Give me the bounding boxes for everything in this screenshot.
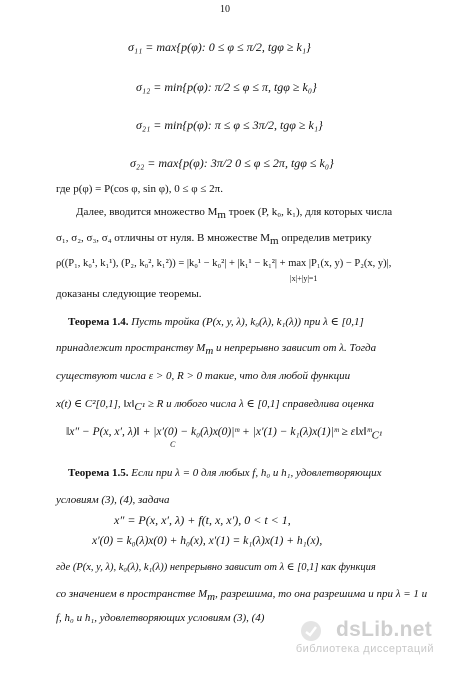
theorem-1-5-line-2: условиям (3), (4), задача — [56, 494, 170, 506]
theorem-1-5-line-3: где (P(x, y, λ), k₀(λ), k₁(λ)) непрерывно зависит от λ ∈ [0,1] как функция — [56, 562, 376, 573]
theorem-1-4-text-4b: ≥ R и любого числа λ ∈ [0,1] справедлива оценка — [145, 398, 374, 410]
intro-sub-2: m — [270, 235, 279, 248]
where-line: где p(φ) = P(cos φ, sin φ), 0 ≤ φ ≤ 2π. — [56, 183, 223, 195]
theorem-1-4-line-1 — [68, 315, 364, 328]
theorem-1-4-sub-2: m — [205, 345, 214, 358]
equation-sigma22: σ₂₂ = max{p(φ): 3π/2 0 ≤ φ ≤ 2π, tgφ ≤ k₀} — [130, 156, 334, 170]
estimate-sub-c1: C¹ — [371, 429, 383, 442]
intro-line-2 — [56, 232, 372, 247]
problem-equation-2: x′(0) = k₀(λ)x(0) + h₀(x), x′(1) = k₁(λ)x(1) + h₁(x), — [92, 535, 323, 547]
theorem-1-5-text-4: со значением в пространстве M — [56, 588, 208, 600]
page-number: 10 — [220, 4, 230, 15]
intro-text-2: σ₁, σ₂, σ₃, σ₄ отличны от нуля. В множестве M — [56, 232, 271, 244]
theorem-1-5-title: Теорема 1.5. — [68, 467, 129, 479]
estimate-formula — [66, 426, 382, 441]
theorem-1-5-text-4b: , разрешима, то она разрешима и при λ = 1 и — [215, 588, 428, 600]
equation-sigma11: σ₁₁ = max{p(φ): 0 ≤ φ ≤ π/2, tgφ ≥ k₁} — [128, 40, 311, 54]
theorem-1-5-line-5: f, h₀ и h₁, удовлетворяющих условиям (3), (4) — [56, 612, 265, 624]
theorem-1-4-title: Теорема 1.4. — [68, 316, 129, 328]
theorem-1-4-text-4: x(t) ∈ C²[0,1], ‖x‖ — [56, 398, 135, 410]
estimate-sub-c: C — [170, 440, 176, 449]
theorem-1-4-line-2 — [56, 342, 376, 357]
watermark-logo: dsLib.net — [335, 618, 432, 641]
problem-equation-1: x″ = P(x, x′, λ) + f(t, x, x′), 0 < t < 1, — [114, 513, 291, 527]
intro-sub-1: m — [217, 209, 226, 222]
theorem-1-5-sub-4: m — [207, 591, 216, 604]
theorem-1-5-text-1: Если при λ = 0 для любых f, h₀ и h₁, удовлетворяющих — [128, 467, 382, 479]
metric-underscript: |x|+|y|=1 — [290, 274, 318, 283]
theorem-1-4-line-3: существуют числа ε > 0, R > 0 такие, что для любой функции — [56, 370, 351, 382]
intro-line-1 — [76, 206, 392, 221]
equation-sigma12: σ₁₂ = min{p(φ): π/2 ≤ φ ≤ π, tgφ ≥ k₀} — [136, 80, 317, 94]
equation-sigma21: σ₂₁ = min{p(φ): π ≤ φ ≤ 3π/2, tgφ ≥ k₁} — [136, 118, 323, 132]
theorem-1-4-text-1: Пусть тройка (P(x, y, λ), k₀(λ), k₁(λ)) при λ ∈ [0,1] — [128, 316, 364, 328]
metric-formula: ρ((P₁, k₀¹, k₁¹), (P₂, k₀², k₁²)) = |k₀¹ − k₀²| + |k₁¹ − k₁²| + max |P₁(x, y) − P₂(x, y)|, — [56, 258, 392, 269]
theorem-1-4-sub-4: C¹ — [134, 401, 146, 414]
theorem-1-5-line-1 — [68, 467, 382, 479]
watermark-badge-icon — [300, 620, 322, 642]
theorem-1-4-line-4 — [56, 397, 374, 413]
estimate-text: ‖x″ − P(x, x′, λ)‖ + |x′(0) − k₀(λ)x(0)|ᵐ + |x′(1) − k₁(λ)x(1)|ᵐ ≥ ε‖x‖ᵐ — [66, 426, 372, 438]
watermark-subtitle: библиотека диссертаций — [295, 643, 434, 655]
theorem-1-4-text-2b: и непрерывно зависит от λ. Тогда — [213, 342, 377, 354]
intro-text-1b: троек (P, k₀, k₁), для которых числа — [225, 206, 393, 218]
theorem-1-4-text-2: принадлежит пространству M — [56, 342, 206, 354]
intro-text-1: Далее, вводится множество M — [76, 206, 218, 218]
intro-text-2b: определив метрику — [278, 232, 372, 244]
theorem-1-5-line-4 — [56, 588, 427, 603]
intro-line-3: доказаны следующие теоремы. — [56, 288, 202, 300]
